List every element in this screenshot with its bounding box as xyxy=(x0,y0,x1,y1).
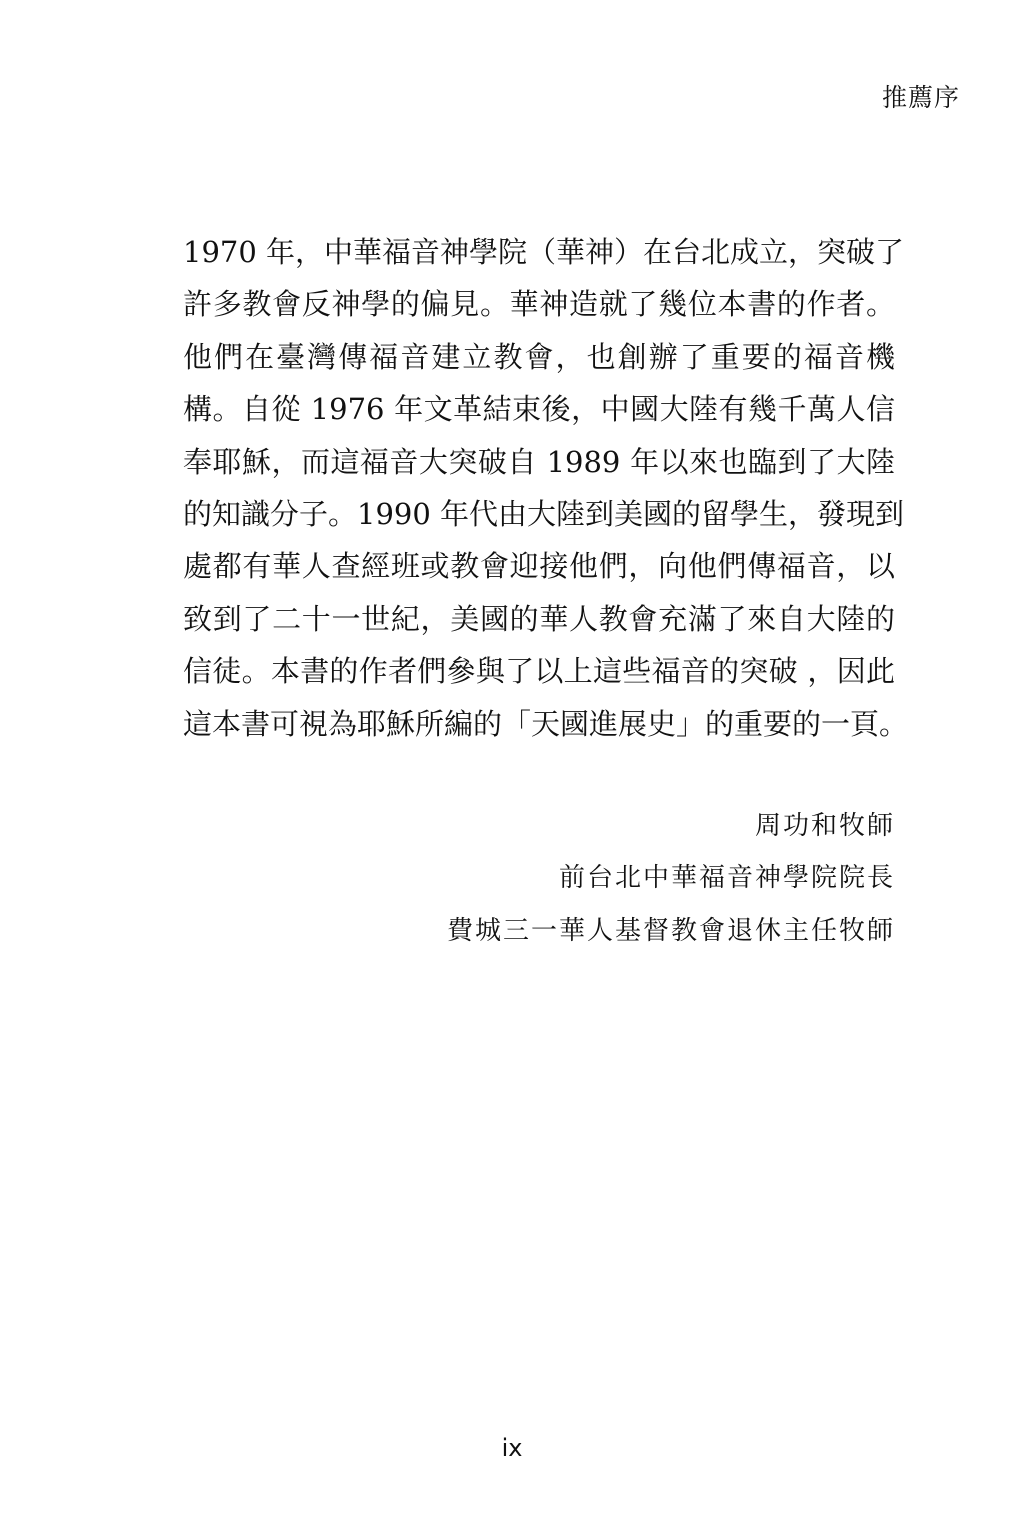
body-paragraph xyxy=(183,226,909,750)
page-number: ix xyxy=(501,1434,523,1462)
signature-title: 前台北中華福音神學院院長 xyxy=(558,863,895,894)
signature-block xyxy=(447,800,895,957)
body-line: 許多教會反神學的偏見。華神造就了幾位本書的作者。 xyxy=(183,287,895,322)
body-line: 1970 年，中華福音神學院（華神）在台北成立，突破了 xyxy=(183,235,905,269)
signature-title: 費城三一華人基督教會退休主任牧師 xyxy=(446,915,895,946)
body-line: 的知識分子。1990 年代由大陸到美國的留學生，發現到 xyxy=(183,497,905,532)
body-line: 處都有華人查經班或教會迎接他們，向他們傳福音，以 xyxy=(183,549,895,584)
body-line: 致到了二十一世紀，美國的華人教會充滿了來自大陸的 xyxy=(183,601,895,636)
body-line: 信徒。本書的作者們參與了以上這些福音的突破 ，因此 xyxy=(183,654,895,689)
running-header: 推薦序 xyxy=(881,83,960,112)
signature-name: 周功和牧師 xyxy=(754,811,895,841)
body-line: 奉耶穌，而這福音大突破自 1989 年以來也臨到了大陸 xyxy=(183,444,895,479)
body-line: 構。自從 1976 年文革結束後，中國大陸有幾千萬人信 xyxy=(183,392,895,427)
body-line: 這本書可視為耶穌所編的「天國進展史」的重要的一頁。 xyxy=(183,706,909,741)
body-line: 他們在臺灣傳福音建立教會，也創辦了重要的福音機 xyxy=(183,339,895,374)
